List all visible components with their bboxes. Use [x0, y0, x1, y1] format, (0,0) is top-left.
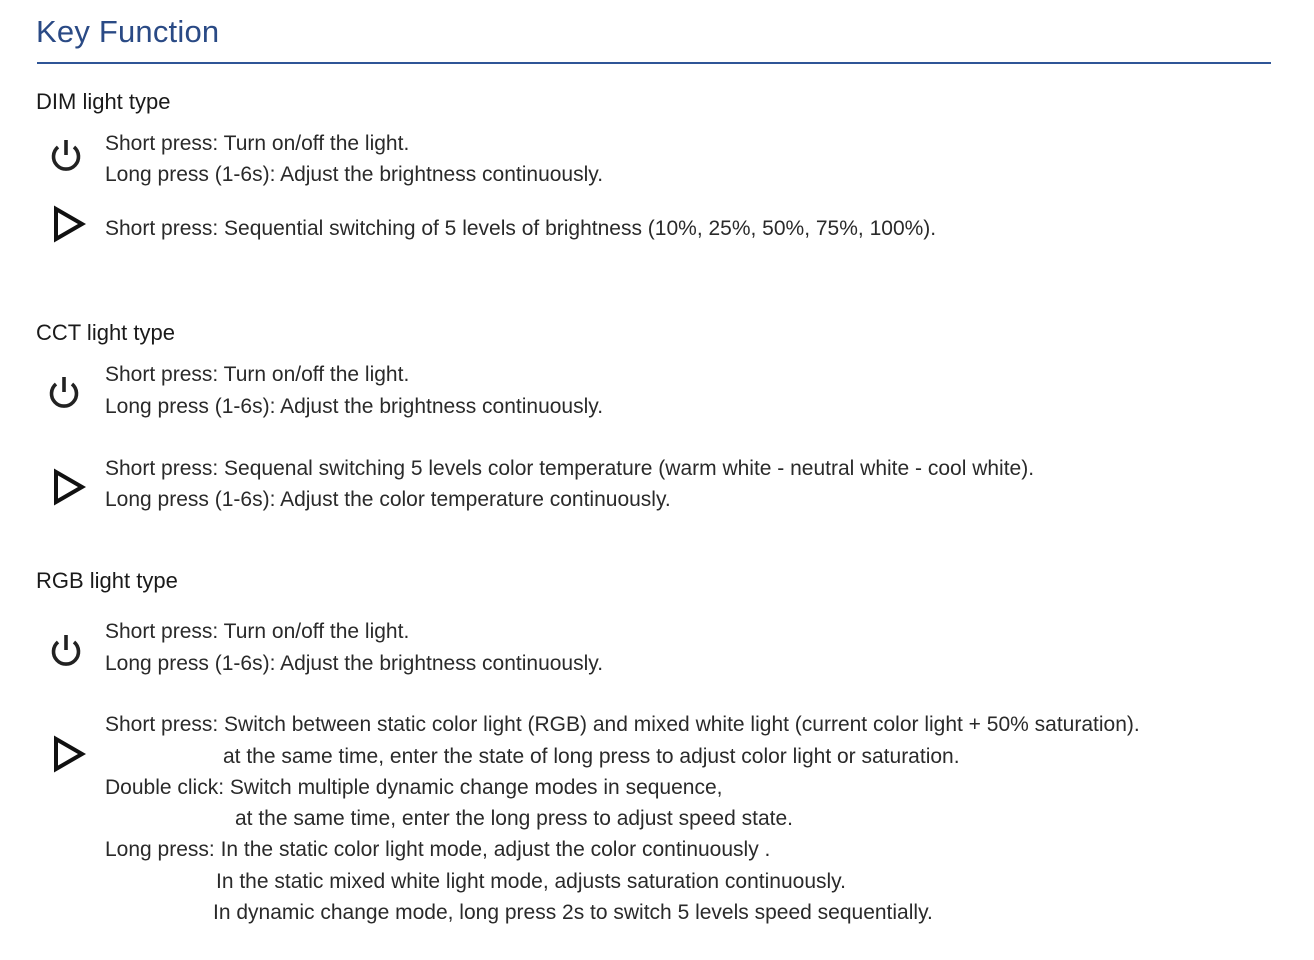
dim-power-short-press: Short press: Turn on/off the light. — [105, 132, 410, 155]
section-heading-rgb: RGB light type — [36, 568, 178, 593]
rgb-play-double-click: Double click: Switch multiple dynamic change modes in sequence, — [105, 776, 723, 799]
rgb-play-double-click-cont: at the same time, enter the long press to adjust speed state. — [235, 807, 793, 830]
section-heading-dim: DIM light type — [36, 89, 171, 114]
title-divider — [37, 62, 1271, 64]
play-icon — [50, 468, 88, 506]
rgb-power-short-press: Short press: Turn on/off the light. — [105, 620, 410, 643]
power-icon — [47, 632, 85, 670]
cct-play-short-press: Short press: Sequenal switching 5 levels color temperature (warm white - neutral white - cool white). — [105, 457, 1035, 480]
play-icon — [50, 735, 88, 773]
play-icon — [50, 205, 88, 243]
rgb-play-long-press-dynamic: In dynamic change mode, long press 2s to switch 5 levels speed sequentially. — [213, 901, 933, 924]
rgb-play-long-press: Long press: In the static color light mode, adjust the color continuously . — [105, 838, 771, 861]
page-title: Key Function — [36, 14, 220, 49]
cct-power-short-press: Short press: Turn on/off the light. — [105, 363, 410, 386]
power-icon — [47, 137, 85, 175]
cct-power-long-press: Long press (1-6s): Adjust the brightness continuously. — [105, 395, 604, 418]
dim-play-short-press: Short press: Sequential switching of 5 levels of brightness (10%, 25%, 50%, 75%, 100%). — [105, 217, 937, 240]
dim-power-long-press: Long press (1-6s): Adjust the brightness continuously. — [105, 163, 604, 186]
rgb-play-short-press: Short press: Switch between static color light (RGB) and mixed white light (current color light + 50% saturation). — [105, 713, 1140, 736]
cct-play-long-press: Long press (1-6s): Adjust the color temperature continuously. — [105, 488, 671, 511]
rgb-play-long-press-white: In the static mixed white light mode, adjusts saturation continuously. — [216, 870, 846, 893]
rgb-play-short-press-cont: at the same time, enter the state of long press to adjust color light or saturation. — [223, 745, 960, 768]
power-icon — [45, 374, 83, 412]
section-heading-cct: CCT light type — [36, 320, 175, 345]
rgb-power-long-press: Long press (1-6s): Adjust the brightness continuously. — [105, 652, 604, 675]
